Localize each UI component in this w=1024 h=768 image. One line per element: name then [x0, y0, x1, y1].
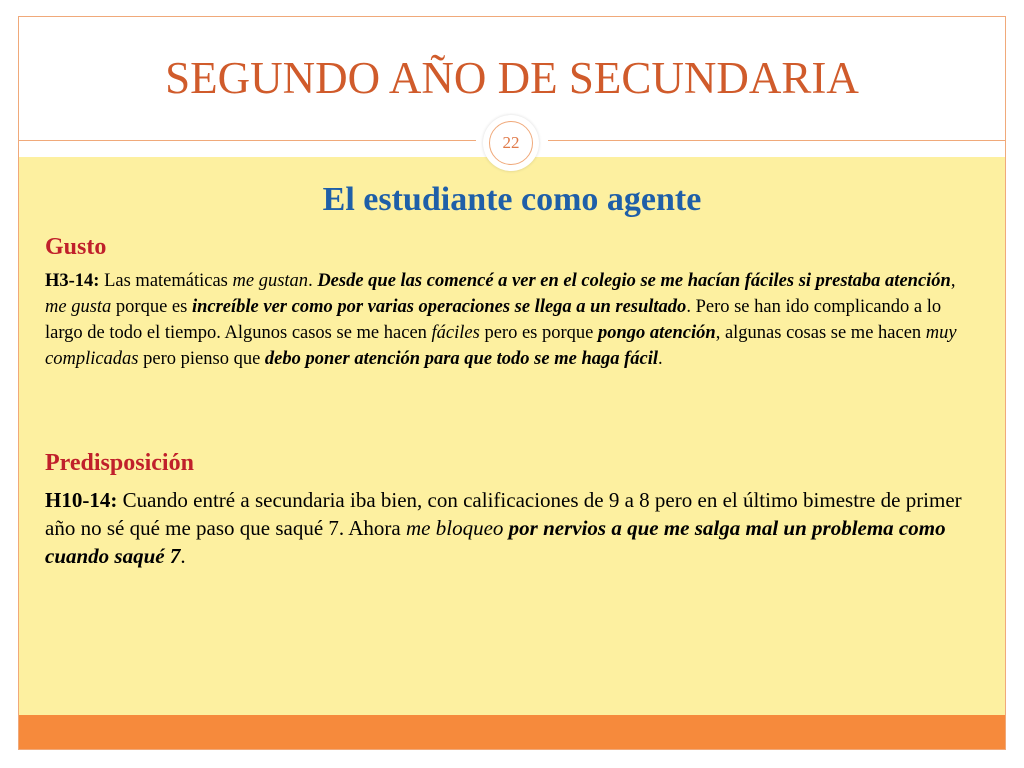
text-run: muy complicadas	[45, 323, 957, 369]
slide-title: SEGUNDO AÑO DE SECUNDARIA	[165, 53, 859, 103]
title-rule-left	[19, 140, 476, 141]
text-run: debo poner atención para que todo se me haga fácil	[264, 349, 659, 369]
text-run: pongo atención	[597, 323, 716, 343]
bottom-bar	[19, 715, 1005, 749]
paragraph-predisposicion	[45, 486, 975, 570]
interview-code: H10-14:	[45, 488, 118, 512]
text-run: .	[658, 349, 663, 369]
text-run: me gusta	[45, 297, 112, 317]
section-heading-gusto: Gusto	[45, 234, 107, 260]
text-run: me bloqueo	[406, 516, 504, 540]
content-background	[19, 157, 1005, 715]
text-run: , algunas cosas se me hacen	[715, 323, 926, 343]
text-run: Cuando entré a secundaria iba bien, con calificaciones de 9 a 8 pero en el último bimestre de primer año no sé qué me paso que saqué 7. Ahora	[45, 488, 962, 540]
page-number-badge	[483, 115, 539, 171]
text-run: Desde que las comencé a ver en el colegio se me hacían fáciles si prestaba atención	[317, 271, 951, 291]
text-run: Las matemáticas	[99, 271, 233, 291]
text-run: fáciles	[431, 323, 480, 343]
slide-subtitle: El estudiante como agente	[322, 181, 702, 218]
text-run: increíble ver como por varias operaciones se llega a un resultado	[191, 297, 687, 317]
text-run: .	[180, 544, 186, 568]
text-run: me gustan	[232, 271, 309, 291]
text-run: porque es	[111, 297, 192, 317]
text-run: pero pienso que	[138, 349, 265, 369]
page-number: 22	[489, 121, 533, 165]
text-run: . Pero se han ido complicando a lo largo de todo el tiempo. Algunos casos se me hacen	[45, 297, 942, 343]
paragraph-gusto	[45, 268, 975, 372]
text-run: .	[308, 271, 318, 291]
section-heading-predisposicion: Predisposición	[45, 450, 194, 476]
text-run: pero es porque	[479, 323, 598, 343]
title-rule-right	[548, 140, 1005, 141]
text-run: por nervios a que me salga mal un problema como cuando saqué 7	[45, 516, 946, 568]
interview-code: H3-14:	[45, 271, 100, 291]
text-run: ,	[950, 271, 956, 291]
